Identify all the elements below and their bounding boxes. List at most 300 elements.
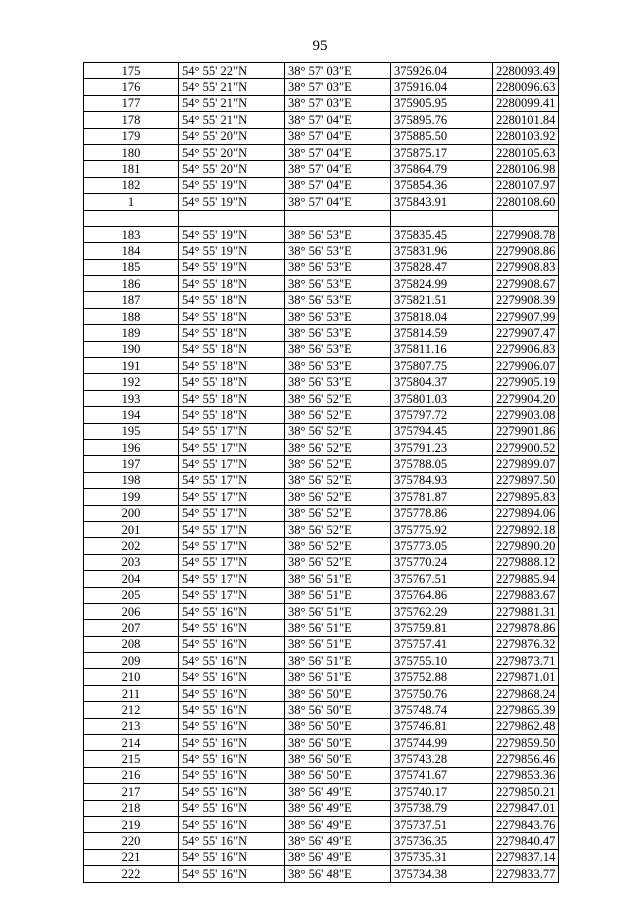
x-coordinate-cell: 375757.41 [391,636,493,652]
y-coordinate-cell: 2279907.47 [493,325,559,341]
point-number-cell: 213 [84,718,179,734]
y-coordinate-cell: 2279859.50 [493,735,559,751]
x-coordinate-cell: 375770.24 [391,554,493,570]
point-number-cell: 204 [84,571,179,587]
y-coordinate-cell: 2280103.92 [493,128,559,144]
table-row [84,800,559,816]
y-coordinate-cell: 2279840.47 [493,833,559,849]
latitude-cell: 54° 55' 19"N [179,226,285,242]
x-coordinate-cell [391,210,493,226]
y-coordinate-cell: 2279908.67 [493,276,559,292]
y-coordinate-cell: 2279837.14 [493,849,559,865]
y-coordinate-cell: 2279892.18 [493,521,559,537]
longitude-cell: 38° 56' 52"E [285,456,391,472]
table-row [84,702,559,718]
y-coordinate-cell: 2280107.97 [493,177,559,193]
y-coordinate-cell: 2280106.98 [493,161,559,177]
latitude-cell: 54° 55' 18"N [179,407,285,423]
coordinates-table-body [84,63,559,883]
longitude-cell: 38° 56' 52"E [285,521,391,537]
longitude-cell: 38° 57' 04"E [285,144,391,160]
y-coordinate-cell: 2280096.63 [493,79,559,95]
latitude-cell: 54° 55' 18"N [179,292,285,308]
y-coordinate-cell: 2279895.83 [493,489,559,505]
table-row [84,177,559,193]
longitude-cell: 38° 56' 52"E [285,538,391,554]
y-coordinate-cell: 2279873.71 [493,653,559,669]
point-number-cell: 192 [84,374,179,390]
x-coordinate-cell: 375784.93 [391,472,493,488]
y-coordinate-cell: 2279905.19 [493,374,559,390]
x-coordinate-cell: 375744.99 [391,735,493,751]
longitude-cell: 38° 56' 53"E [285,308,391,324]
latitude-cell: 54° 55' 16"N [179,620,285,636]
longitude-cell: 38° 56' 50"E [285,735,391,751]
table-row [84,358,559,374]
point-number-cell: 217 [84,784,179,800]
point-number-cell: 214 [84,735,179,751]
table-row [84,161,559,177]
point-number-cell: 218 [84,800,179,816]
y-coordinate-cell: 2279856.46 [493,751,559,767]
point-number-cell: 202 [84,538,179,554]
x-coordinate-cell: 375916.04 [391,79,493,95]
point-number-cell: 206 [84,603,179,619]
latitude-cell: 54° 55' 16"N [179,784,285,800]
point-number-cell: 193 [84,390,179,406]
x-coordinate-cell: 375764.86 [391,587,493,603]
table-row [84,210,559,226]
x-coordinate-cell: 375824.99 [391,276,493,292]
latitude-cell: 54° 55' 17"N [179,439,285,455]
longitude-cell: 38° 56' 52"E [285,505,391,521]
latitude-cell: 54° 55' 20"N [179,161,285,177]
point-number-cell: 212 [84,702,179,718]
table-row [84,472,559,488]
point-number-cell: 199 [84,489,179,505]
longitude-cell: 38° 56' 49"E [285,816,391,832]
longitude-cell: 38° 56' 52"E [285,407,391,423]
latitude-cell: 54° 55' 16"N [179,735,285,751]
longitude-cell: 38° 56' 52"E [285,554,391,570]
latitude-cell: 54° 55' 18"N [179,390,285,406]
point-number-cell: 200 [84,505,179,521]
longitude-cell: 38° 56' 51"E [285,620,391,636]
longitude-cell: 38° 56' 51"E [285,636,391,652]
longitude-cell: 38° 56' 53"E [285,325,391,341]
point-number-cell: 177 [84,95,179,111]
table-row [84,849,559,865]
table-row [84,521,559,537]
y-coordinate-cell: 2279888.12 [493,554,559,570]
latitude-cell: 54° 55' 17"N [179,505,285,521]
table-row [84,505,559,521]
x-coordinate-cell: 375734.38 [391,866,493,882]
table-row [84,718,559,734]
longitude-cell: 38° 56' 50"E [285,702,391,718]
x-coordinate-cell: 375811.16 [391,341,493,357]
x-coordinate-cell: 375926.04 [391,63,493,79]
y-coordinate-cell: 2279883.67 [493,587,559,603]
coordinates-table [83,62,559,883]
latitude-cell: 54° 55' 17"N [179,456,285,472]
point-number-cell: 187 [84,292,179,308]
x-coordinate-cell: 375807.75 [391,358,493,374]
longitude-cell: 38° 56' 50"E [285,685,391,701]
x-coordinate-cell: 375794.45 [391,423,493,439]
latitude-cell: 54° 55' 17"N [179,554,285,570]
point-number-cell: 215 [84,751,179,767]
latitude-cell: 54° 55' 20"N [179,128,285,144]
longitude-cell: 38° 56' 53"E [285,259,391,275]
table-row [84,95,559,111]
latitude-cell: 54° 55' 16"N [179,653,285,669]
y-coordinate-cell: 2279908.86 [493,243,559,259]
latitude-cell: 54° 55' 18"N [179,358,285,374]
table-row [84,735,559,751]
x-coordinate-cell: 375736.35 [391,833,493,849]
x-coordinate-cell: 375762.29 [391,603,493,619]
y-coordinate-cell: 2279906.07 [493,358,559,374]
point-number-cell: 1 [84,194,179,210]
longitude-cell: 38° 57' 04"E [285,194,391,210]
x-coordinate-cell: 375752.88 [391,669,493,685]
y-coordinate-cell: 2279885.94 [493,571,559,587]
longitude-cell: 38° 57' 04"E [285,112,391,128]
x-coordinate-cell: 375738.79 [391,800,493,816]
table-row [84,194,559,210]
longitude-cell: 38° 56' 50"E [285,767,391,783]
longitude-cell: 38° 56' 53"E [285,341,391,357]
x-coordinate-cell: 375781.87 [391,489,493,505]
latitude-cell: 54° 55' 16"N [179,866,285,882]
y-coordinate-cell: 2280101.84 [493,112,559,128]
longitude-cell: 38° 56' 51"E [285,571,391,587]
latitude-cell: 54° 55' 21"N [179,112,285,128]
latitude-cell: 54° 55' 17"N [179,571,285,587]
table-row [84,390,559,406]
y-coordinate-cell: 2279897.50 [493,472,559,488]
point-number-cell: 175 [84,63,179,79]
x-coordinate-cell: 375775.92 [391,521,493,537]
y-coordinate-cell: 2280099.41 [493,95,559,111]
point-number-cell: 208 [84,636,179,652]
x-coordinate-cell: 375746.81 [391,718,493,734]
x-coordinate-cell: 375773.05 [391,538,493,554]
longitude-cell: 38° 56' 51"E [285,669,391,685]
y-coordinate-cell: 2279881.31 [493,603,559,619]
latitude-cell: 54° 55' 16"N [179,833,285,849]
latitude-cell: 54° 55' 16"N [179,603,285,619]
table-row [84,554,559,570]
table-row [84,374,559,390]
table-row [84,866,559,882]
y-coordinate-cell: 2279833.77 [493,866,559,882]
longitude-cell: 38° 56' 52"E [285,390,391,406]
latitude-cell: 54° 55' 19"N [179,194,285,210]
latitude-cell: 54° 55' 18"N [179,374,285,390]
y-coordinate-cell: 2279899.07 [493,456,559,472]
longitude-cell: 38° 56' 53"E [285,358,391,374]
y-coordinate-cell: 2279908.39 [493,292,559,308]
x-coordinate-cell: 375755.10 [391,653,493,669]
page-number: 95 [312,38,328,54]
latitude-cell: 54° 55' 19"N [179,177,285,193]
longitude-cell: 38° 56' 49"E [285,784,391,800]
table-row [84,833,559,849]
x-coordinate-cell: 375821.51 [391,292,493,308]
x-coordinate-cell: 375875.17 [391,144,493,160]
x-coordinate-cell: 375750.76 [391,685,493,701]
x-coordinate-cell: 375797.72 [391,407,493,423]
latitude-cell: 54° 55' 18"N [179,341,285,357]
y-coordinate-cell: 2279876.32 [493,636,559,652]
point-number-cell: 198 [84,472,179,488]
longitude-cell: 38° 56' 50"E [285,718,391,734]
y-coordinate-cell: 2279871.01 [493,669,559,685]
table-row [84,243,559,259]
latitude-cell: 54° 55' 19"N [179,243,285,259]
latitude-cell: 54° 55' 17"N [179,472,285,488]
table-row [84,620,559,636]
table-row [84,685,559,701]
x-coordinate-cell: 375737.51 [391,816,493,832]
longitude-cell: 38° 56' 49"E [285,800,391,816]
y-coordinate-cell: 2279900.52 [493,439,559,455]
table-row [84,226,559,242]
x-coordinate-cell: 375864.79 [391,161,493,177]
point-number-cell: 205 [84,587,179,603]
table-row [84,439,559,455]
x-coordinate-cell: 375735.31 [391,849,493,865]
longitude-cell: 38° 56' 53"E [285,243,391,259]
x-coordinate-cell: 375791.23 [391,439,493,455]
longitude-cell: 38° 56' 51"E [285,653,391,669]
point-number-cell: 201 [84,521,179,537]
table-row [84,571,559,587]
longitude-cell: 38° 57' 03"E [285,63,391,79]
point-number-cell: 189 [84,325,179,341]
table-row [84,653,559,669]
table-row [84,784,559,800]
point-number-cell: 210 [84,669,179,685]
point-number-cell: 196 [84,439,179,455]
point-number-cell: 211 [84,685,179,701]
table-row [84,308,559,324]
table-row [84,407,559,423]
latitude-cell: 54° 55' 16"N [179,636,285,652]
point-number-cell: 194 [84,407,179,423]
table-row [84,603,559,619]
point-number-cell: 178 [84,112,179,128]
latitude-cell: 54° 55' 18"N [179,276,285,292]
point-number-cell: 220 [84,833,179,849]
x-coordinate-cell: 375740.17 [391,784,493,800]
table-row [84,751,559,767]
table-row [84,636,559,652]
latitude-cell: 54° 55' 16"N [179,702,285,718]
latitude-cell: 54° 55' 17"N [179,538,285,554]
longitude-cell: 38° 56' 52"E [285,489,391,505]
point-number-cell: 188 [84,308,179,324]
x-coordinate-cell: 375743.28 [391,751,493,767]
y-coordinate-cell [493,210,559,226]
point-number-cell: 219 [84,816,179,832]
y-coordinate-cell: 2279843.76 [493,816,559,832]
table-row [84,259,559,275]
point-number-cell: 185 [84,259,179,275]
point-number-cell [84,210,179,226]
latitude-cell: 54° 55' 19"N [179,259,285,275]
latitude-cell [179,210,285,226]
table-row [84,79,559,95]
point-number-cell: 186 [84,276,179,292]
point-number-cell: 176 [84,79,179,95]
table-row [84,128,559,144]
x-coordinate-cell: 375778.86 [391,505,493,521]
y-coordinate-cell: 2280108.60 [493,194,559,210]
x-coordinate-cell: 375828.47 [391,259,493,275]
point-number-cell: 222 [84,866,179,882]
y-coordinate-cell: 2279907.99 [493,308,559,324]
x-coordinate-cell: 375895.76 [391,112,493,128]
x-coordinate-cell: 375835.45 [391,226,493,242]
latitude-cell: 54° 55' 22"N [179,63,285,79]
point-number-cell: 190 [84,341,179,357]
x-coordinate-cell: 375741.67 [391,767,493,783]
latitude-cell: 54° 55' 17"N [179,423,285,439]
y-coordinate-cell: 2279908.78 [493,226,559,242]
y-coordinate-cell: 2279865.39 [493,702,559,718]
latitude-cell: 54° 55' 17"N [179,489,285,505]
y-coordinate-cell: 2279847.01 [493,800,559,816]
latitude-cell: 54° 55' 21"N [179,79,285,95]
table-row [84,276,559,292]
point-number-cell: 183 [84,226,179,242]
x-coordinate-cell: 375748.74 [391,702,493,718]
x-coordinate-cell: 375818.04 [391,308,493,324]
table-row [84,423,559,439]
longitude-cell: 38° 56' 52"E [285,423,391,439]
table-row [84,456,559,472]
longitude-cell: 38° 56' 52"E [285,439,391,455]
table-row [84,816,559,832]
point-number-cell: 184 [84,243,179,259]
y-coordinate-cell: 2279853.36 [493,767,559,783]
y-coordinate-cell: 2279890.20 [493,538,559,554]
y-coordinate-cell: 2279862.48 [493,718,559,734]
latitude-cell: 54° 55' 16"N [179,685,285,701]
y-coordinate-cell: 2279868.24 [493,685,559,701]
longitude-cell: 38° 57' 04"E [285,161,391,177]
longitude-cell: 38° 56' 53"E [285,292,391,308]
y-coordinate-cell: 2279906.83 [493,341,559,357]
longitude-cell: 38° 56' 51"E [285,603,391,619]
longitude-cell: 38° 57' 03"E [285,79,391,95]
x-coordinate-cell: 375759.81 [391,620,493,636]
table-row [84,767,559,783]
longitude-cell: 38° 57' 04"E [285,128,391,144]
table-row [84,587,559,603]
point-number-cell: 182 [84,177,179,193]
x-coordinate-cell: 375905.95 [391,95,493,111]
point-number-cell: 203 [84,554,179,570]
x-coordinate-cell: 375831.96 [391,243,493,259]
table-row [84,489,559,505]
point-number-cell: 180 [84,144,179,160]
y-coordinate-cell: 2279850.21 [493,784,559,800]
y-coordinate-cell: 2279904.20 [493,390,559,406]
y-coordinate-cell: 2279903.08 [493,407,559,423]
x-coordinate-cell: 375843.91 [391,194,493,210]
table-row [84,538,559,554]
latitude-cell: 54° 55' 21"N [179,95,285,111]
table-row [84,144,559,160]
longitude-cell: 38° 56' 53"E [285,374,391,390]
latitude-cell: 54° 55' 18"N [179,325,285,341]
longitude-cell: 38° 56' 50"E [285,751,391,767]
longitude-cell [285,210,391,226]
y-coordinate-cell: 2279878.86 [493,620,559,636]
table-row [84,292,559,308]
point-number-cell: 209 [84,653,179,669]
latitude-cell: 54° 55' 16"N [179,751,285,767]
table-row [84,669,559,685]
longitude-cell: 38° 56' 52"E [285,472,391,488]
latitude-cell: 54° 55' 16"N [179,800,285,816]
longitude-cell: 38° 56' 48"E [285,866,391,882]
point-number-cell: 221 [84,849,179,865]
longitude-cell: 38° 56' 49"E [285,833,391,849]
y-coordinate-cell: 2280093.49 [493,63,559,79]
latitude-cell: 54° 55' 17"N [179,587,285,603]
x-coordinate-cell: 375801.03 [391,390,493,406]
latitude-cell: 54° 55' 16"N [179,849,285,865]
y-coordinate-cell: 2279894.06 [493,505,559,521]
x-coordinate-cell: 375885.50 [391,128,493,144]
x-coordinate-cell: 375854.36 [391,177,493,193]
latitude-cell: 54° 55' 18"N [179,308,285,324]
point-number-cell: 195 [84,423,179,439]
point-number-cell: 181 [84,161,179,177]
point-number-cell: 207 [84,620,179,636]
y-coordinate-cell: 2279901.86 [493,423,559,439]
y-coordinate-cell: 2280105.63 [493,144,559,160]
x-coordinate-cell: 375767.51 [391,571,493,587]
longitude-cell: 38° 57' 04"E [285,177,391,193]
point-number-cell: 197 [84,456,179,472]
latitude-cell: 54° 55' 16"N [179,718,285,734]
longitude-cell: 38° 56' 53"E [285,276,391,292]
point-number-cell: 179 [84,128,179,144]
latitude-cell: 54° 55' 16"N [179,767,285,783]
table-row [84,63,559,79]
latitude-cell: 54° 55' 17"N [179,521,285,537]
latitude-cell: 54° 55' 20"N [179,144,285,160]
latitude-cell: 54° 55' 16"N [179,669,285,685]
x-coordinate-cell: 375814.59 [391,325,493,341]
table-row [84,112,559,128]
longitude-cell: 38° 56' 49"E [285,849,391,865]
point-number-cell: 216 [84,767,179,783]
point-number-cell: 191 [84,358,179,374]
y-coordinate-cell: 2279908.83 [493,259,559,275]
table-row [84,325,559,341]
longitude-cell: 38° 56' 53"E [285,226,391,242]
longitude-cell: 38° 56' 51"E [285,587,391,603]
x-coordinate-cell: 375788.05 [391,456,493,472]
latitude-cell: 54° 55' 16"N [179,816,285,832]
